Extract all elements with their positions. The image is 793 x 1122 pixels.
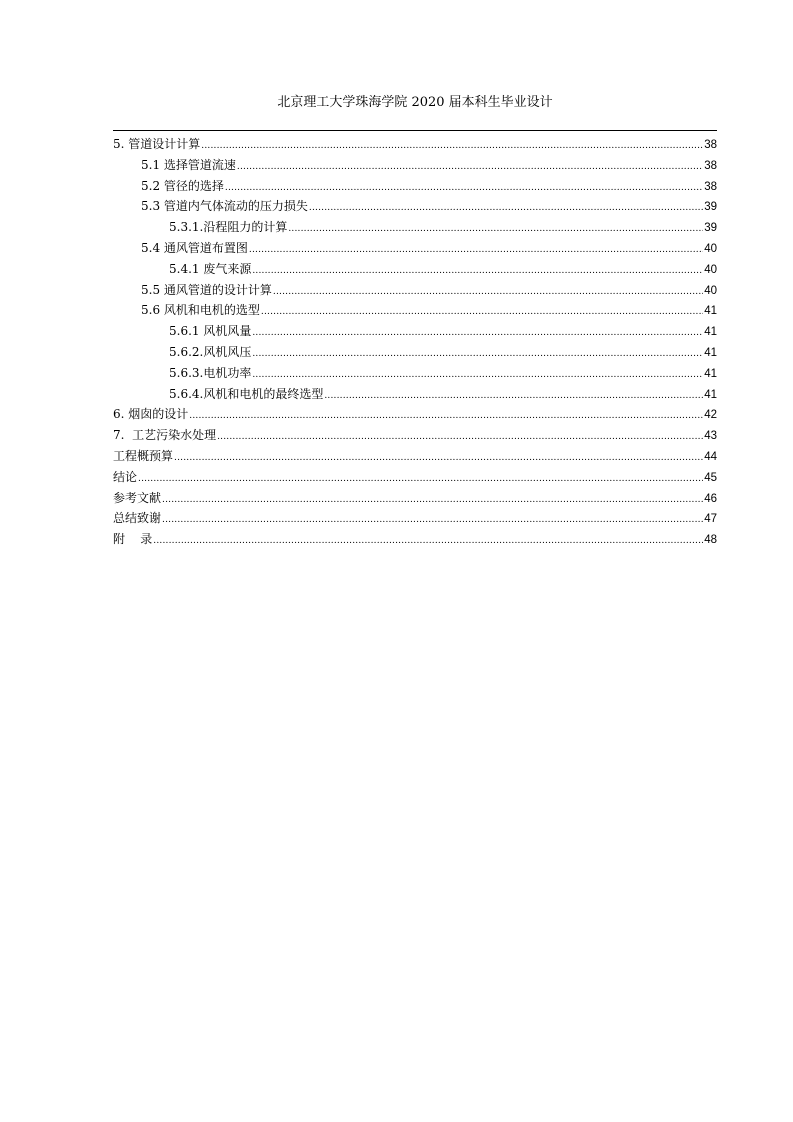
- toc-entry[interactable]: [113, 529, 717, 550]
- toc-page-number: 44: [704, 450, 717, 463]
- toc-entry-title: 6. 烟囱的设计: [113, 407, 189, 422]
- toc-entry-title: 附 录: [113, 532, 153, 547]
- toc-dot-leader: [252, 261, 703, 282]
- toc-entry[interactable]: [113, 238, 717, 259]
- toc-dot-leader: [225, 178, 703, 199]
- toc-entry[interactable]: [113, 300, 717, 321]
- toc-entry[interactable]: [113, 134, 717, 155]
- toc-entry-title: 7. 工艺污染水处理: [113, 428, 217, 443]
- toc-dot-leader: [138, 469, 703, 490]
- toc-entry[interactable]: [113, 446, 717, 467]
- toc-entry-title: 5.5 通风管道的设计计算: [141, 282, 272, 297]
- toc-entry-title: 5.2 管径的选择: [141, 178, 224, 193]
- toc-dot-leader: [309, 198, 703, 219]
- toc-page-number: 41: [704, 326, 717, 339]
- toc-page-number: 39: [704, 201, 717, 214]
- toc-page-number: 47: [704, 513, 717, 526]
- toc-entry[interactable]: [113, 467, 717, 488]
- toc-dot-leader: [201, 136, 703, 157]
- toc-dot-leader: [217, 427, 703, 448]
- page-header-title: 北京理工大学珠海学院 2020 届本科生毕业设计: [277, 95, 553, 110]
- toc-entry[interactable]: [113, 342, 717, 363]
- toc-page-number: 41: [704, 305, 717, 318]
- toc-entry[interactable]: [113, 384, 717, 405]
- toc-entry-title: 5.4.1 废气来源: [169, 261, 252, 276]
- toc-entry[interactable]: [113, 425, 717, 446]
- toc-dot-leader: [252, 365, 703, 386]
- toc-entry[interactable]: [113, 488, 717, 509]
- toc-entry-title: 5.6 风机和电机的选型: [141, 303, 260, 318]
- toc-dot-leader: [162, 490, 703, 511]
- toc-dot-leader: [273, 282, 703, 303]
- toc-page-number: 42: [704, 409, 717, 422]
- toc-entry-title: 总结致谢: [113, 511, 162, 526]
- toc-page-number: 45: [704, 471, 717, 484]
- toc-page-number: 38: [704, 180, 717, 193]
- header-divider: [113, 130, 717, 131]
- toc-entry-title: 工程概预算: [113, 448, 174, 463]
- toc-dot-leader: [249, 240, 703, 261]
- toc-entry-title: 5.3 管道内气体流动的压力损失: [141, 199, 308, 214]
- toc-entry[interactable]: [113, 176, 717, 197]
- toc-page-number: 48: [704, 534, 717, 547]
- toc-entry-title: 5.4 通风管道布置图: [141, 240, 248, 255]
- toc-entry-title: 5.6.2.风机风压: [169, 344, 252, 359]
- toc-dot-leader: [174, 448, 703, 469]
- toc-page-number: 41: [704, 346, 717, 359]
- toc-page-number: 40: [704, 242, 717, 255]
- toc-dot-leader: [252, 344, 703, 365]
- toc-dot-leader: [252, 323, 703, 344]
- toc-entry-title: 5.1 选择管道流速: [141, 157, 236, 172]
- toc-entry[interactable]: [113, 321, 717, 342]
- toc-entry[interactable]: [113, 259, 717, 280]
- table-of-contents: [113, 134, 717, 550]
- toc-entry[interactable]: [113, 508, 717, 529]
- toc-entry[interactable]: [113, 217, 717, 238]
- toc-entry[interactable]: [113, 280, 717, 301]
- toc-entry-title: 5.6.3.电机功率: [169, 365, 252, 380]
- toc-page-number: 39: [704, 222, 717, 235]
- toc-page-number: 41: [704, 367, 717, 380]
- toc-entry[interactable]: [113, 404, 717, 425]
- toc-dot-leader: [261, 302, 703, 323]
- toc-entry[interactable]: [113, 196, 717, 217]
- toc-entry-title: 结论: [113, 469, 138, 484]
- toc-dot-leader: [237, 157, 703, 178]
- toc-entry-title: 5.6.1 风机风量: [169, 324, 252, 339]
- toc-page-number: 40: [704, 263, 717, 276]
- toc-entry-title: 5. 管道设计计算: [113, 137, 201, 151]
- toc-page-number: 43: [704, 430, 717, 443]
- toc-page-number: 38: [704, 159, 717, 172]
- toc-page-number: 40: [704, 284, 717, 297]
- toc-dot-leader: [162, 510, 703, 531]
- toc-entry[interactable]: [113, 155, 717, 176]
- toc-dot-leader: [288, 219, 703, 240]
- toc-dot-leader: [324, 386, 703, 407]
- toc-page-number: 46: [704, 492, 717, 505]
- toc-entry-title: 参考文献: [113, 490, 162, 505]
- toc-entry-title: 5.3.1.沿程阻力的计算: [169, 220, 288, 235]
- toc-dot-leader: [153, 531, 703, 552]
- toc-page-number: 41: [704, 388, 717, 401]
- toc-entry-title: 5.6.4.风机和电机的最终选型: [169, 386, 324, 401]
- toc-entry[interactable]: [113, 363, 717, 384]
- toc-dot-leader: [189, 406, 703, 427]
- toc-page-number: 38: [704, 139, 717, 151]
